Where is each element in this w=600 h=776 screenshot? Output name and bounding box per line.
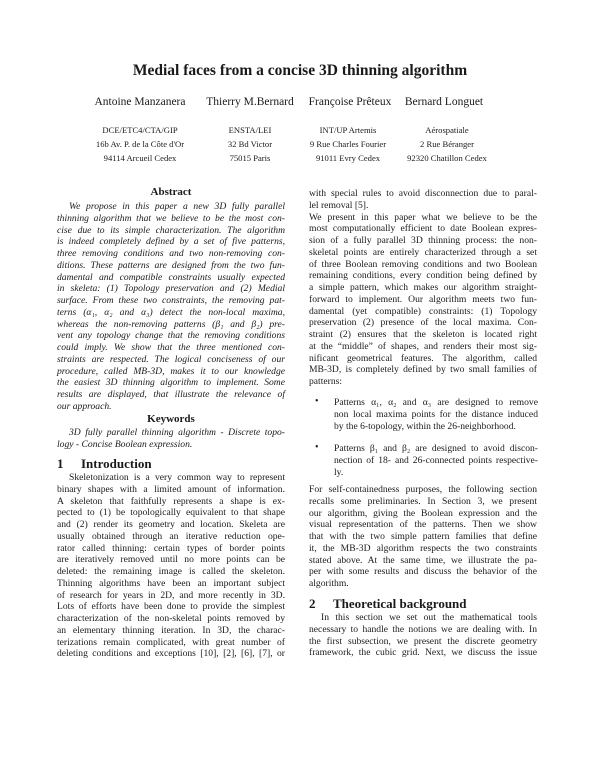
text-line: straints are respected. The logical conciseness of our [57, 353, 285, 365]
text-line: We propose in this paper a new 3D fully parallel [69, 201, 285, 212]
text-line: non local maxima points for the distance induced [334, 408, 538, 420]
text-line: terns (α₁, α₂ and α₃) detect the non-local maxima, [57, 306, 285, 318]
author-affiliation [377, 123, 517, 165]
bullet-icon: • [315, 396, 319, 407]
text-line: MB-3D, is completely defined by two small families of [309, 364, 537, 376]
text-line: damental and compatible constraints usually expected [57, 271, 285, 283]
author-name: Françoise Prêteux [308, 96, 392, 108]
text-line: Patterns β₁ and β₂ are designed to avoid discon- [334, 443, 538, 454]
paper-title: Medial faces from a concise 3D thinning algorithm [132, 62, 468, 79]
text-line: forward to implement. Our algorithm meets two fun- [309, 293, 537, 305]
text-line: patterns: [309, 376, 343, 387]
section-number: 2 [309, 596, 316, 611]
affiliation-line: 16b Av. P. de la Côte d'Or [95, 139, 185, 149]
section-title: Theoretical background [333, 596, 467, 611]
text-line: visual representation of the patterns. Then we show [309, 519, 537, 531]
text-line: logy - Concise Boolean expression. [57, 438, 193, 450]
continuation-text [309, 188, 537, 212]
outline-text [309, 484, 537, 590]
text-line: rator called thinning: certain types of border points [57, 542, 285, 554]
text-line: pected to (1) be topologically equivalent to that shape [57, 507, 285, 519]
text-line: In this section we set out the mathematical tools [321, 612, 537, 623]
bullet-item [334, 443, 538, 478]
text-line: per with some results and discuss the behavior of the [309, 566, 537, 578]
text-line: our algorithm, giving the Boolean expression and the [309, 507, 537, 519]
affiliation-line: 9 Rue Charles Fourier [309, 139, 387, 149]
text-line: could imply. We show that the three mentioned con- [57, 342, 285, 353]
text-line: binary shapes with a limited amount of information. [57, 483, 285, 495]
affiliation-line: 75015 Paris [229, 153, 271, 163]
text-line: framework, the cubic grid. Next, we discuss the issue [309, 647, 537, 659]
text-line: ditions. These patterns are designed from the two fun- [57, 259, 285, 271]
text-line: a simple pattern, which makes our algorithm straight- [309, 282, 537, 293]
text-line: deleting conditions and exceptions [10], [2], [6], [7], or [57, 648, 285, 660]
text-line: our approach. [57, 400, 112, 412]
affiliation-line: 32 Bd Victor [227, 139, 273, 149]
bullet-item [334, 397, 538, 432]
text-line: usually obtained through an iterative reduction ope- [57, 530, 285, 542]
text-line: procedure, called MB-3D, makes it to our knowledge [57, 365, 285, 377]
text-line: We present in this paper what we believe to be the [309, 211, 537, 223]
text-line: Patterns α₁, α₂ and α₃ are designed to remove [334, 397, 538, 408]
text-line: Lots of efforts have been done to provide the simplest [57, 601, 285, 613]
text-line: of research for years in 2D, and more recently in 3D. [57, 589, 285, 601]
text-line: it, the MB-3D algorithm respects the two constraints [309, 542, 537, 554]
keywords-text [57, 427, 285, 451]
affiliation-line: 92320 Chatillon Cedex [407, 153, 487, 163]
abstract-text [57, 201, 285, 413]
text-line: preservation (2) presence of the local maxima. Con- [309, 317, 537, 329]
text-line: are iteratively removed until no more points can be [57, 554, 285, 566]
text-line: thinning algorithm that we believe to be the most con- [57, 212, 285, 224]
text-line: in skeleta: (1) Topology preservation and (2) Medial [57, 283, 285, 295]
text-line: the easiest 3D thinning algorithm to implement. Some [57, 377, 285, 389]
text-line: 3D fully parallel thinning algorithm - Discrete topo- [69, 427, 285, 438]
text-line: an elementary thinning iteration. In 3D, the charac- [57, 624, 285, 636]
presentation-text [309, 212, 537, 388]
text-line: damental (yet compatible) constraints: (1) Topology [309, 305, 537, 317]
text-line: and (2) render its geometry and location. Skeleta are [57, 519, 285, 530]
text-line: by the 6-topology, within the 26-neighborhood. [334, 420, 516, 432]
text-line: necessary to handle the notions we are dealing with. In [309, 623, 537, 635]
author-name: Thierry M.Bernard [206, 96, 294, 108]
text-line: deleted: the remaining image is called the skeleton. [57, 566, 285, 577]
text-line: is indeed completely defined by a set of five patterns, [57, 236, 285, 248]
text-line: Thinning algorithms have been an important subject [57, 577, 285, 589]
text-line: cise due to its simple characterization. The algorithm [57, 224, 285, 236]
text-line: recalls some preliminaries. In Section 3, we present [309, 495, 537, 507]
text-line: straint (2) ensures that the skeleton is located right [309, 329, 537, 340]
affiliation-line: DCE/ETC4/CTA/GIP [102, 125, 178, 135]
text-line: stated above. At the same time, we illustrate the pa- [309, 554, 537, 566]
section-title: Introduction [81, 456, 152, 471]
text-line: results are displayed, that illustrate the relevance of [57, 389, 285, 400]
affiliation-line: 2 Rue Béranger [420, 139, 474, 149]
introduction-text [57, 472, 285, 660]
author-name: Antoine Manzanera [94, 96, 186, 108]
bullet-icon: • [315, 442, 319, 453]
keywords-heading: Keywords [147, 413, 195, 425]
affiliation-line: Aérospatiale [425, 125, 469, 135]
text-line: algorithm. [309, 578, 349, 589]
affiliation-line: 91011 Evry Cedex [315, 153, 381, 163]
text-line: Skeletonization is a very common way to represent [69, 472, 285, 483]
text-line: lel removal [5]. [309, 199, 369, 211]
text-line: characterization of the non-skeletal points removed by [57, 613, 285, 624]
section2-text [309, 612, 537, 659]
text-line: surface. From these two constraints, the removing pat- [57, 295, 285, 306]
affiliation-line: INT/UP Artemis [319, 125, 377, 135]
text-line: vent any topology change that the removing conditions [57, 330, 285, 342]
affiliation-line: 94114 Arcueil Cedex [103, 153, 177, 163]
text-line: For self-containedness purposes, the following section [309, 484, 537, 495]
text-line: with special rules to avoid disconnection due to paral- [309, 188, 537, 199]
text-line: sion of a fully parallel 3D thinning process: the non- [309, 235, 537, 246]
text-line: at the “middle” of shapes, and renders their most sig- [309, 340, 537, 352]
text-line: A skeleton that faithfully represents a shape is ex- [57, 495, 285, 507]
text-line: whereas the non-removing patterns (β₁ and β₂) pre- [57, 318, 285, 330]
text-line: nificant geometrical features. The algorithm, called [309, 352, 537, 364]
section-number: 1 [57, 456, 64, 471]
affiliation-line: ENSTA/LEI [228, 125, 272, 135]
section-heading-introduction [57, 456, 152, 472]
section-heading-theoretical-background [309, 596, 467, 612]
author-name: Bernard Longuet [404, 96, 484, 108]
text-line: most computationally efficient to date Boolean expres- [309, 223, 537, 235]
text-line: three removing conditions and two non-removing con- [57, 248, 285, 259]
text-line: terizations remain complicated, with great number of [57, 636, 285, 648]
text-line: the first subsection, we present the discrete geometry [309, 635, 537, 647]
text-line: nection of 18- and 26-connected points respective- [334, 454, 538, 466]
text-line: of three Boolean removing conditions and two Boolean [309, 258, 537, 270]
text-line: skeletal points are entirely characterized through a set [309, 246, 537, 258]
abstract-heading: Abstract [150, 186, 192, 198]
text-line: remaining conditions, every condition being defined by [309, 270, 537, 282]
text-line: ly. [334, 466, 344, 478]
text-line: that with the two simple pattern families that define [309, 531, 537, 542]
